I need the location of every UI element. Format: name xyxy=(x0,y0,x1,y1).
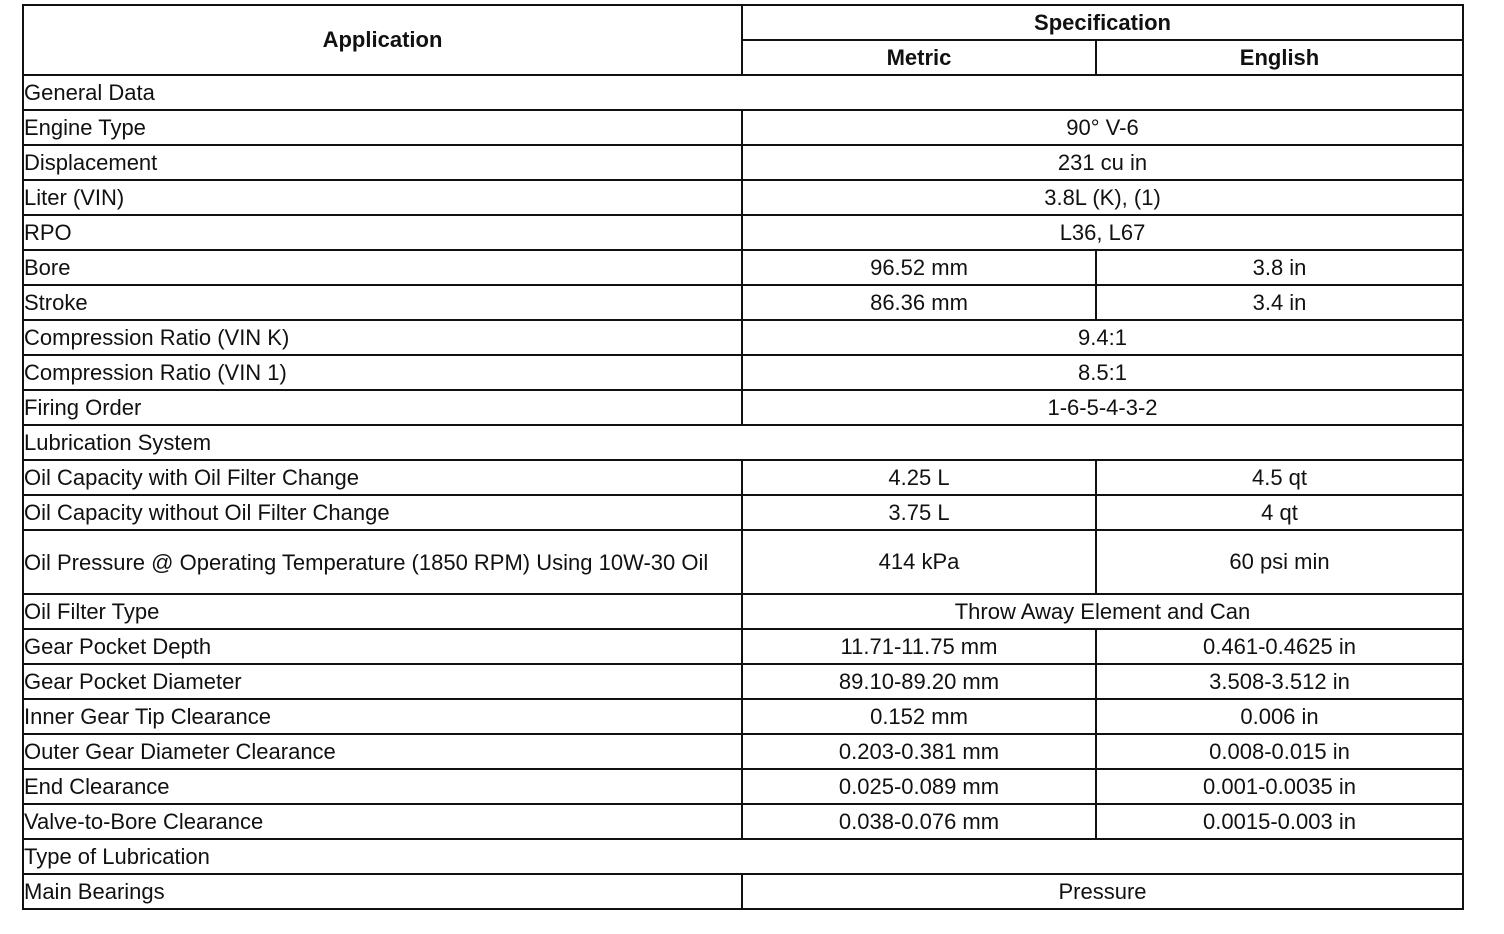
metric-value: 0.025-0.089 mm xyxy=(742,769,1096,804)
header-row-top xyxy=(23,5,1463,40)
english-value: 60 psi min xyxy=(1096,530,1463,594)
spec-value: 9.4:1 xyxy=(742,320,1463,355)
spec-value: 231 cu in xyxy=(742,145,1463,180)
row-label: Oil Filter Type xyxy=(23,594,742,629)
row-label: Outer Gear Diameter Clearance xyxy=(23,734,742,769)
table-row xyxy=(23,629,1463,664)
english-value: 4.5 qt xyxy=(1096,460,1463,495)
row-label: Firing Order xyxy=(23,390,742,425)
english-value: 3.4 in xyxy=(1096,285,1463,320)
table-row xyxy=(23,110,1463,145)
metric-value: 86.36 mm xyxy=(742,285,1096,320)
english-value: 0.008-0.015 in xyxy=(1096,734,1463,769)
row-label: Stroke xyxy=(23,285,742,320)
row-label: Valve-to-Bore Clearance xyxy=(23,804,742,839)
metric-header: Metric xyxy=(742,40,1096,75)
table-row xyxy=(23,215,1463,250)
table-row xyxy=(23,874,1463,909)
metric-value: 414 kPa xyxy=(742,530,1096,594)
english-value: 3.8 in xyxy=(1096,250,1463,285)
spec-value: L36, L67 xyxy=(742,215,1463,250)
table-row xyxy=(23,180,1463,215)
section-row-lubrication-system xyxy=(23,425,1463,460)
table-row xyxy=(23,594,1463,629)
section-title-lubrication-system: Lubrication System xyxy=(23,425,1463,460)
english-value: 4 qt xyxy=(1096,495,1463,530)
row-label: Main Bearings xyxy=(23,874,742,909)
table-row xyxy=(23,355,1463,390)
row-label: Compression Ratio (VIN K) xyxy=(23,320,742,355)
row-label: End Clearance xyxy=(23,769,742,804)
english-value: 0.0015-0.003 in xyxy=(1096,804,1463,839)
table-row xyxy=(23,734,1463,769)
metric-value: 96.52 mm xyxy=(742,250,1096,285)
row-label: Oil Capacity without Oil Filter Change xyxy=(23,495,742,530)
table-row xyxy=(23,530,1463,594)
table-row xyxy=(23,390,1463,425)
specification-header: Specification xyxy=(742,5,1463,40)
row-label: Compression Ratio (VIN 1) xyxy=(23,355,742,390)
section-row-type-of-lubrication xyxy=(23,839,1463,874)
row-label: Liter (VIN) xyxy=(23,180,742,215)
table-row xyxy=(23,769,1463,804)
engine-specification-table xyxy=(22,4,1464,910)
spec-value: 90° V-6 xyxy=(742,110,1463,145)
table-row xyxy=(23,285,1463,320)
spec-value: 1-6-5-4-3-2 xyxy=(742,390,1463,425)
row-label: Gear Pocket Diameter xyxy=(23,664,742,699)
table-row xyxy=(23,495,1463,530)
table-row xyxy=(23,460,1463,495)
section-row-general-data xyxy=(23,75,1463,110)
english-value: 0.001-0.0035 in xyxy=(1096,769,1463,804)
spec-value: 3.8L (K), (1) xyxy=(742,180,1463,215)
row-label: Engine Type xyxy=(23,110,742,145)
table-row xyxy=(23,804,1463,839)
metric-value: 0.203-0.381 mm xyxy=(742,734,1096,769)
table-row xyxy=(23,699,1463,734)
table-row xyxy=(23,145,1463,180)
spec-value: Throw Away Element and Can xyxy=(742,594,1463,629)
metric-value: 0.038-0.076 mm xyxy=(742,804,1096,839)
row-label: Inner Gear Tip Clearance xyxy=(23,699,742,734)
application-header: Application xyxy=(23,5,742,75)
spec-value: 8.5:1 xyxy=(742,355,1463,390)
spec-value: Pressure xyxy=(742,874,1463,909)
row-label: Gear Pocket Depth xyxy=(23,629,742,664)
table-row xyxy=(23,664,1463,699)
english-header: English xyxy=(1096,40,1463,75)
table-row xyxy=(23,320,1463,355)
row-label: Bore xyxy=(23,250,742,285)
english-value: 3.508-3.512 in xyxy=(1096,664,1463,699)
english-value: 0.006 in xyxy=(1096,699,1463,734)
section-title-type-of-lubrication: Type of Lubrication xyxy=(23,839,1463,874)
section-title-general-data: General Data xyxy=(23,75,1463,110)
row-label: RPO xyxy=(23,215,742,250)
metric-value: 0.152 mm xyxy=(742,699,1096,734)
row-label: Displacement xyxy=(23,145,742,180)
metric-value: 3.75 L xyxy=(742,495,1096,530)
metric-value: 4.25 L xyxy=(742,460,1096,495)
metric-value: 11.71-11.75 mm xyxy=(742,629,1096,664)
metric-value: 89.10-89.20 mm xyxy=(742,664,1096,699)
row-label: Oil Capacity with Oil Filter Change xyxy=(23,460,742,495)
row-label: Oil Pressure @ Operating Temperature (1850 RPM) Using 10W-30 Oil xyxy=(23,530,742,594)
english-value: 0.461-0.4625 in xyxy=(1096,629,1463,664)
table-row xyxy=(23,250,1463,285)
